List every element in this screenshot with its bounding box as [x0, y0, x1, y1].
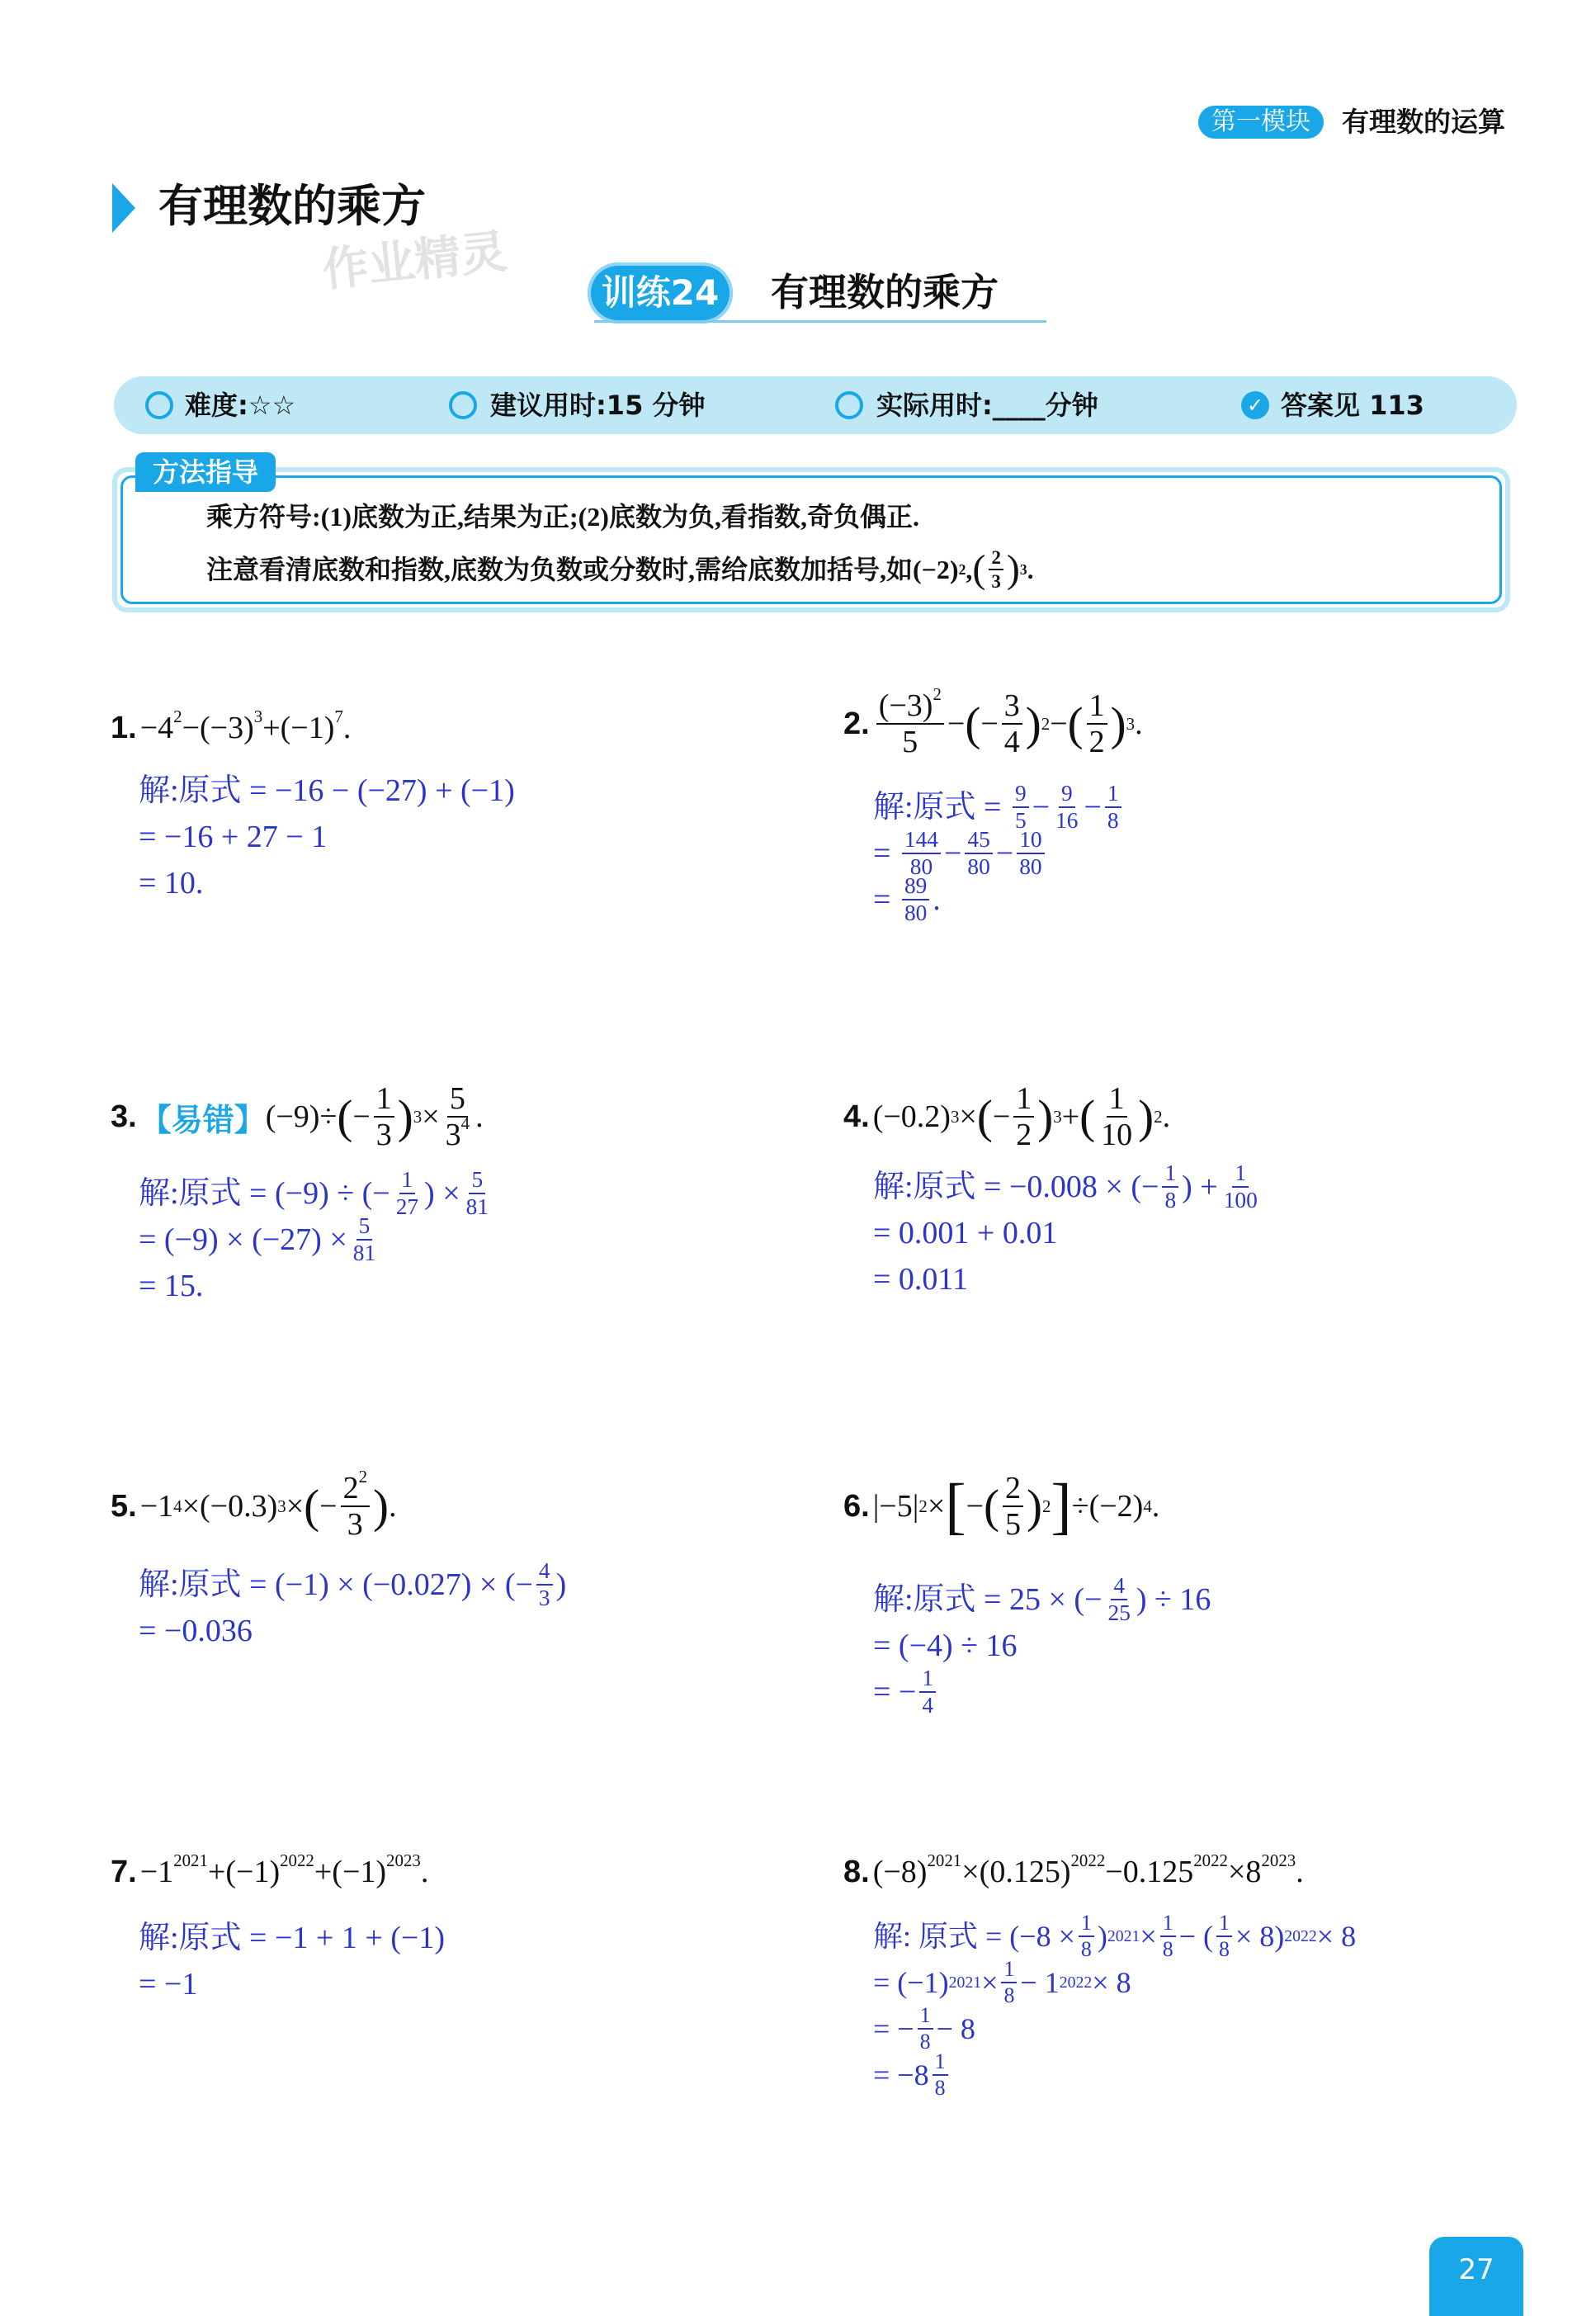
solution-2-line-1: 解:原式 = $\frac{9}{5}$ − $\frac{9}{16}$ − $\frac{1}{8}$ — [873, 784, 1125, 830]
problem-2-number: 2. — [843, 706, 870, 741]
solution-1 — [139, 768, 515, 906]
solution-7-line-2: = −1 — [139, 1967, 198, 2002]
solution-4-line-3: = 0.011 — [873, 1262, 969, 1297]
problem-6: 6. |−5| 2 × [ − ( $\frac{2}{5}$ ) 2 ] ÷(−2) 4 . — [843, 1471, 1160, 1542]
solution-1-line-3: = 10. — [139, 866, 204, 900]
check-icon: ✓ — [1241, 391, 1269, 419]
training-underline — [594, 320, 1046, 323]
solution-6-line-3: = − $\frac{1}{4}$ — [873, 1669, 1211, 1715]
solution-3-line-3: = 15. — [139, 1269, 204, 1303]
problem-3-tag: 【易错】 — [139, 1103, 266, 1138]
problem-1: 1. $-4^2-(-3)^3+(-1)^7$. — [111, 707, 352, 745]
problem-4-number: 4. — [843, 1099, 870, 1134]
section-arrow-icon — [112, 183, 135, 233]
difficulty-label: 难度:☆☆ — [185, 390, 296, 421]
problem-7: 7. $-1^{2021}+(-1)^{2022}+(-1)^{2023}$. — [111, 1850, 429, 1889]
method-example-num: 2 — [989, 548, 1003, 570]
solution-8-line-1: 解: 原式 = (−8 × $\frac{1}{8}$ ) 2021 × $\frac{1}{8}$ − ( $\frac{1}{8}$ × 8) 2022 × 8 — [873, 1911, 1357, 1961]
solution-6 — [873, 1572, 1211, 1718]
problem-3: 3. 【易错】 (−9)÷ ( − $\frac{1}{3}$ ) 3 × $\frac{5}{3^4}$ . — [111, 1081, 484, 1152]
section-title: 有理数的乘方 — [158, 180, 426, 232]
solution-5-line-1: 解:原式 = (−1) × (−0.027) × (− $\frac{4}{3}$ ) — [139, 1557, 567, 1610]
problem-8: 8. $(-8)^{2021}\times(0.125)^{2022}-0.125^{2022}\times 8^{2023}$. — [843, 1850, 1304, 1889]
answer-ref-label: 答案见 113 — [1281, 390, 1424, 421]
problem-8-number: 8. — [843, 1855, 870, 1889]
solution-7-line-1: 解:原式 = −1 + 1 + (−1) — [139, 1921, 446, 1955]
solution-8-line-2: = (−1) 2021 × $\frac{1}{8}$ − 1 2022 × 8 — [873, 1957, 1131, 2007]
solution-8-line-4: = −8 $\frac{1}{8}$ — [873, 2052, 1356, 2098]
suggested-time-label: 建议用时:15 分钟 — [490, 390, 706, 421]
timer-icon — [835, 391, 863, 419]
solution-6-line-1: 解:原式 = 25 × (− $\frac{4}{25}$ ) ÷ 16 — [873, 1572, 1211, 1625]
watermark: 作业精灵 — [319, 225, 510, 298]
solution-2-line-3: = $\frac{89}{80}$ . — [873, 872, 941, 925]
method-line-1: 乘方符号:(1)底数为正,结果为正;(2)底数为负,看指数,奇负偶正. — [206, 502, 919, 532]
solution-2 — [873, 780, 1125, 925]
method-example-den: 3 — [991, 570, 1001, 593]
method-line-2: 注意看清底数和指数,底数为负数或分数时,需给底数加括号,如(−2) 2 , ( $\frac{2}{3}$ ) 3 . — [206, 546, 1034, 593]
problem-5: 5. −1 4 ×(−0.3) 3 × ( − $\frac{2^2}{3}$ ) . — [111, 1467, 397, 1542]
module-title: 有理数的运算 — [1342, 106, 1505, 138]
solution-7 — [139, 1915, 445, 2007]
problem-6-number: 6. — [843, 1488, 870, 1524]
solution-1-line-1: 解:原式 = −16 − (−27) + (−1) — [139, 773, 515, 808]
problem-7-number: 7. — [111, 1855, 137, 1889]
solution-5 — [139, 1557, 567, 1654]
solution-4 — [873, 1160, 1263, 1302]
page-number: 27 — [1429, 2237, 1523, 2316]
training-title: 有理数的乘方 — [771, 270, 999, 314]
solution-8 — [873, 1913, 1356, 2098]
method-line-2-text: 注意看清底数和指数,底数为负数或分数时,需给底数加括号,如(−2) — [206, 555, 959, 585]
solution-3-line-2: = (−9) × (−27) × $\frac{5}{81}$ — [139, 1212, 376, 1265]
wifi-icon — [145, 391, 173, 419]
clock-icon — [449, 391, 477, 419]
solution-8-line-3: = − $\frac{1}{8}$ − 8 — [873, 2003, 975, 2054]
problem-3-number: 3. — [111, 1099, 137, 1134]
solution-2-line-2: = $\frac{144}{80}$ − $\frac{45}{80}$ − $\frac{10}{80}$ — [873, 830, 1125, 877]
problem-4: 4. (−0.2) 3 × ( − $\frac{1}{2}$ ) 3 + ( $\frac{1}{10}$ ) 2 . — [843, 1081, 1171, 1152]
problem-1-number: 1. — [111, 711, 137, 745]
solution-4-line-1: 解:原式 = −0.008 × (− $\frac{1}{8}$ ) + $\frac{1}{100}$ — [873, 1160, 1258, 1212]
training-badge: 训练24 — [588, 262, 733, 324]
solution-4-line-2: = 0.001 + 0.01 — [873, 1216, 1058, 1250]
solution-5-line-2: = −0.036 — [139, 1614, 253, 1648]
solution-3 — [139, 1166, 494, 1309]
module-tag: 第一模块 — [1198, 106, 1324, 139]
solution-3-line-1: 解:原式 = (−9) ÷ (− $\frac{1}{27}$ ) × $\frac{5}{81}$ — [139, 1166, 489, 1219]
solution-1-line-2: = −16 + 27 − 1 — [139, 820, 328, 854]
actual-time-label: 实际用时:____分钟 — [876, 390, 1098, 421]
problem-2: 2. $\frac{(-3)^2}{5}$ − ( − $\frac{3}{4}$ ) 2 − ( $\frac{1}{2}$ ) 3 . — [843, 684, 1143, 759]
method-label: 方法指导 — [135, 452, 276, 492]
solution-6-line-2: = (−4) ÷ 16 — [873, 1628, 1018, 1663]
problem-5-number: 5. — [111, 1488, 137, 1524]
